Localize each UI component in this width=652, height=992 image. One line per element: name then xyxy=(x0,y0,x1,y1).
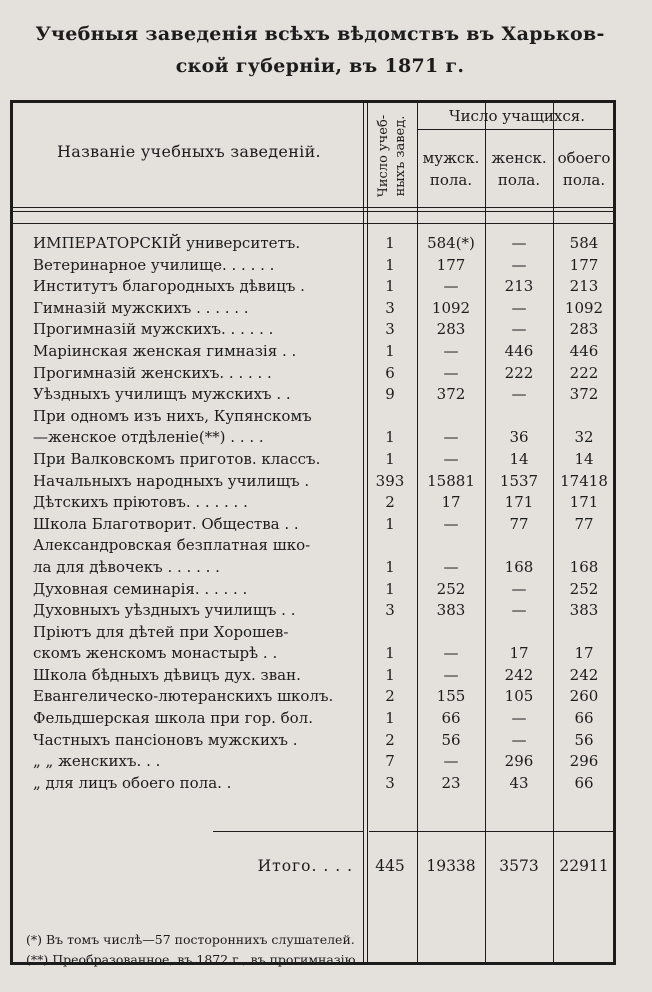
row-count: 1 xyxy=(385,428,395,447)
row-female: — xyxy=(511,320,527,339)
row-male: 56 xyxy=(441,730,461,749)
row-name: Духовная семинарія. . . . . . xyxy=(33,579,248,598)
row-total: 383 xyxy=(569,601,599,620)
row-male: 252 xyxy=(436,579,466,598)
row-name: Прогимназій мужскихъ. . . . . . xyxy=(33,320,274,339)
row-male: 584(*) xyxy=(427,234,475,252)
row-total: 17418 xyxy=(560,471,608,490)
row-male: 155 xyxy=(436,687,466,706)
table-row xyxy=(13,406,613,428)
row-count: 3 xyxy=(385,320,395,339)
row-total: 222 xyxy=(569,363,599,382)
row-female: — xyxy=(511,385,527,404)
row-name: Дѣтскихъ пріютовъ. . . . . . . xyxy=(33,493,248,512)
table-row xyxy=(13,319,613,341)
row-male: 23 xyxy=(441,773,461,792)
row-total: 32 xyxy=(574,428,594,447)
row-female: 105 xyxy=(504,687,534,706)
header-rule xyxy=(13,211,613,212)
table-row xyxy=(13,363,613,385)
table-row xyxy=(13,514,613,536)
row-count: 1 xyxy=(385,709,395,728)
row-female: 222 xyxy=(504,363,534,382)
row-male: 66 xyxy=(441,709,461,728)
row-total: 17 xyxy=(574,644,594,663)
row-count: 3 xyxy=(385,773,395,792)
row-male: — xyxy=(443,363,459,382)
row-total: 171 xyxy=(569,493,599,512)
header-students: Число учащихся. xyxy=(448,107,586,125)
row-name: скомъ женскомъ монастырѣ . . xyxy=(33,644,278,663)
row-count: 1 xyxy=(385,579,395,598)
row-name: Прогимназій женскихъ. . . . . . xyxy=(33,363,272,382)
row-female: 168 xyxy=(504,557,534,576)
table-row xyxy=(13,643,613,665)
title-line-1: Учебныя заведенія всѣхъ вѣдомствъ въ Харьков- xyxy=(35,23,605,45)
row-name: ИМПЕРАТОРСКІЙ университетъ. xyxy=(33,234,301,252)
row-total: 213 xyxy=(569,277,599,296)
header-count-cell xyxy=(367,107,417,205)
row-name: Начальныхъ народныхъ училищъ . xyxy=(33,471,310,490)
table-row xyxy=(13,665,613,687)
row-total: 14 xyxy=(574,449,594,468)
row-count: 1 xyxy=(385,255,395,274)
row-name: Гимназій мужскихъ . . . . . . xyxy=(33,298,249,317)
page-title xyxy=(20,18,620,82)
row-total: 242 xyxy=(569,665,599,684)
row-male: — xyxy=(443,277,459,296)
row-total: 177 xyxy=(569,255,599,274)
row-total: 283 xyxy=(569,320,599,339)
total-male: 19338 xyxy=(426,857,476,875)
statistics-table xyxy=(10,100,616,965)
row-female: — xyxy=(511,579,527,598)
row-male: 177 xyxy=(436,255,466,274)
row-female: 17 xyxy=(509,644,529,663)
row-female: 446 xyxy=(504,341,534,360)
row-count: 2 xyxy=(385,493,395,512)
row-male: 283 xyxy=(436,320,466,339)
row-count: 1 xyxy=(385,644,395,663)
row-name: При Валковскомъ приготов. классъ. xyxy=(33,449,321,468)
row-total: 77 xyxy=(574,514,594,533)
table-row xyxy=(13,492,613,514)
row-female: 296 xyxy=(504,752,534,771)
row-total: 260 xyxy=(569,687,599,706)
row-count: 9 xyxy=(385,385,395,404)
row-male: — xyxy=(443,428,459,447)
table-row xyxy=(13,449,613,471)
total-row xyxy=(13,853,613,879)
row-name: При одномъ изъ нихъ, Купянскомъ xyxy=(33,406,312,425)
table-row xyxy=(13,622,613,644)
table-row xyxy=(13,600,613,622)
table-body xyxy=(13,233,613,794)
header-rule xyxy=(13,207,613,208)
row-female: — xyxy=(511,298,527,317)
row-male: — xyxy=(443,644,459,663)
row-name: Евангелическо-лютеранскихъ школъ. xyxy=(33,687,334,706)
table-row xyxy=(13,341,613,363)
row-name: Институтъ благородныхъ дѣвицъ . xyxy=(33,277,305,296)
row-count: 1 xyxy=(385,234,395,252)
total-rule xyxy=(369,831,613,832)
row-female: — xyxy=(511,255,527,274)
row-male: — xyxy=(443,514,459,533)
row-male: 383 xyxy=(436,601,466,620)
table-row xyxy=(13,557,613,579)
row-count: 1 xyxy=(385,449,395,468)
row-male: 17 xyxy=(441,493,461,512)
row-female: — xyxy=(511,601,527,620)
row-male: — xyxy=(443,752,459,771)
row-count: 6 xyxy=(385,363,395,382)
row-total: 584 xyxy=(569,234,599,252)
table-row xyxy=(13,708,613,730)
row-total: 252 xyxy=(569,579,599,598)
row-total: 1092 xyxy=(564,298,604,317)
row-male: 372 xyxy=(436,385,466,404)
row-female: — xyxy=(511,709,527,728)
total-both: 22911 xyxy=(559,857,609,875)
row-count: 393 xyxy=(375,471,405,490)
row-male: — xyxy=(443,449,459,468)
table-row xyxy=(13,427,613,449)
row-total: 372 xyxy=(569,385,599,404)
row-female: 213 xyxy=(504,277,534,296)
row-total: 296 xyxy=(569,752,599,771)
row-male: — xyxy=(443,341,459,360)
row-count: 1 xyxy=(385,665,395,684)
row-total: 66 xyxy=(574,773,594,792)
title-line-2: ской губерніи, въ 1871 г. xyxy=(175,55,465,77)
row-count: 3 xyxy=(385,298,395,317)
row-female: 1537 xyxy=(499,471,539,490)
table-row xyxy=(13,298,613,320)
row-count: 2 xyxy=(385,687,395,706)
footnotes xyxy=(26,930,360,970)
table-row xyxy=(13,276,613,298)
total-rule xyxy=(213,831,363,832)
table-row xyxy=(13,255,613,277)
row-name: Школа бѣдныхъ дѣвицъ дух. зван. xyxy=(33,665,301,684)
row-male: — xyxy=(443,557,459,576)
table-row xyxy=(13,751,613,773)
row-name: „ для лицъ обоего пола. . xyxy=(33,773,232,792)
table-row xyxy=(13,471,613,493)
table-row xyxy=(13,686,613,708)
row-name: Ветеринарное училище. . . . . . xyxy=(33,255,275,274)
row-female: — xyxy=(511,730,527,749)
row-female: 242 xyxy=(504,665,534,684)
row-count: 7 xyxy=(385,752,395,771)
row-count: 1 xyxy=(385,557,395,576)
row-count: 1 xyxy=(385,277,395,296)
row-total: 168 xyxy=(569,557,599,576)
row-name: „ „ женскихъ. . . xyxy=(33,752,161,771)
row-name: Школа Благотворит. Общества . . xyxy=(33,514,299,533)
row-name: Александровская безплатная шко- xyxy=(33,536,311,555)
row-female: 14 xyxy=(509,449,529,468)
row-name: —женское отдѣленіе(**) . . . . xyxy=(33,428,264,447)
table-row xyxy=(13,730,613,752)
row-name: Маріинская женская гимназія . . xyxy=(33,341,297,360)
row-female: 43 xyxy=(509,773,529,792)
header-count: Число учеб-ныхъ завед. xyxy=(376,114,408,198)
row-count: 2 xyxy=(385,730,395,749)
total-female: 3573 xyxy=(499,857,539,875)
row-total: 66 xyxy=(574,709,594,728)
table-row xyxy=(13,384,613,406)
row-name: Частныхъ пансіоновъ мужскихъ . xyxy=(33,730,298,749)
row-name: Фельдшерская школа при гор. бол. xyxy=(33,709,313,728)
total-count: 445 xyxy=(375,857,405,875)
row-female: — xyxy=(511,234,527,252)
footnote: (*) Въ томъ числѣ—57 постороннихъ слушателей. xyxy=(26,932,355,947)
table-row xyxy=(13,773,613,795)
row-male: 15881 xyxy=(427,471,475,490)
header-rule xyxy=(13,223,613,224)
row-total: 446 xyxy=(569,341,599,360)
row-count: 1 xyxy=(385,514,395,533)
table-row xyxy=(13,579,613,601)
header-both: обоего пола. xyxy=(557,149,611,189)
row-male: — xyxy=(443,665,459,684)
table-row xyxy=(13,535,613,557)
row-total: 56 xyxy=(574,730,594,749)
row-name: ла для дѣвочекъ . . . . . . xyxy=(33,557,220,576)
row-male: 1092 xyxy=(431,298,471,317)
row-female: 36 xyxy=(509,428,529,447)
total-label: Итого. . . . xyxy=(257,857,353,875)
header-name: Названіе учебныхъ заведеній. xyxy=(57,142,321,161)
row-count: 1 xyxy=(385,341,395,360)
header-male: мужск. пола. xyxy=(422,149,480,189)
row-name: Духовныхъ уѣздныхъ училищъ . . xyxy=(33,601,296,620)
table-row xyxy=(13,233,613,255)
footnote: (**) Преобразованное, въ 1872 г., въ прогимназію. xyxy=(26,952,360,967)
header-female: женск. пола. xyxy=(491,149,547,189)
row-count: 3 xyxy=(385,601,395,620)
row-female: 77 xyxy=(509,514,529,533)
row-female: 171 xyxy=(504,493,534,512)
row-name: Уѣздныхъ училищъ мужскихъ . . xyxy=(33,385,291,404)
header-rule xyxy=(417,129,613,130)
row-name: Пріютъ для дѣтей при Хорошев- xyxy=(33,622,289,641)
